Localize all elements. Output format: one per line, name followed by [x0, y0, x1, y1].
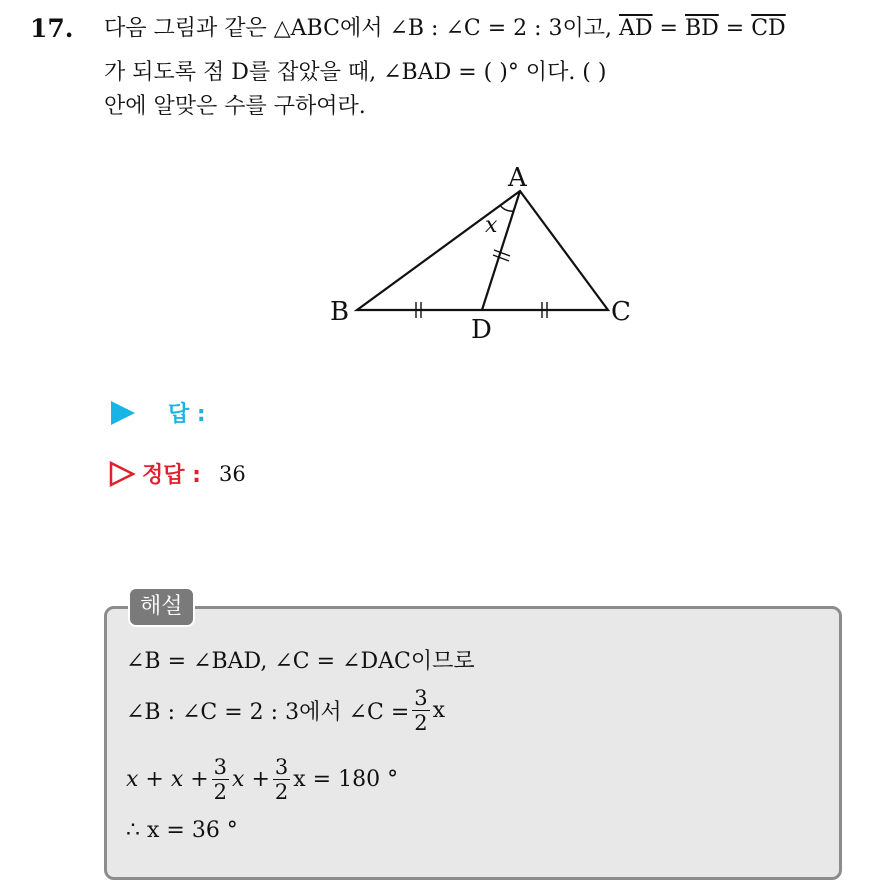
- solution-line-3: [126, 755, 398, 804]
- solution-line-3-text-a: x + x +: [126, 767, 209, 792]
- solution-line-2-text: ∠B : ∠C = 2 : 3에서 ∠C =: [126, 700, 410, 725]
- equals-1: =: [652, 16, 685, 41]
- segment-cd: $\overline{CD}$: [751, 16, 786, 41]
- question-text-1: 다음 그림과 같은 △ABC에서 ∠B : ∠C = 2 : 3이고,: [104, 16, 620, 41]
- correct-answer-value: 36: [218, 461, 246, 486]
- question-line-2: 가 되도록 점 D를 잡았을 때, ∠BAD = ( )° 이다. ( ): [104, 60, 607, 85]
- outline-triangle-icon: [108, 460, 136, 488]
- vertex-d-label: D: [471, 315, 492, 345]
- segment-ad-line: [482, 191, 520, 310]
- solution-line-1: ∠B = ∠BAD, ∠C = ∠DAC이므로: [126, 649, 475, 674]
- segment-bd: $\overline{BD}$: [684, 16, 719, 41]
- fraction-numerator: 3: [414, 686, 428, 710]
- solution-line-3-text-c: x = 180 °: [293, 767, 399, 792]
- segment-ad: $\overline{AD}$: [619, 16, 653, 41]
- solution-line-2-var: x: [432, 698, 446, 723]
- vertex-b-label: B: [330, 297, 350, 327]
- fraction-numerator-2: 3: [274, 755, 289, 779]
- question-number: 17.: [30, 14, 74, 43]
- triangle-figure: [320, 160, 640, 350]
- angle-x-label: x: [485, 213, 498, 238]
- triangle-diagram: [320, 160, 640, 350]
- question-line-3: 안에 알맞은 수를 구하여라.: [104, 94, 366, 119]
- triangle-abc: [357, 191, 608, 310]
- fraction-numerator-1: 3: [213, 755, 228, 779]
- question-line-1: [104, 14, 786, 44]
- filled-triangle-icon: [108, 399, 136, 427]
- solution-line-2: [126, 686, 445, 735]
- fraction-denominator-1: 2: [213, 780, 228, 804]
- correct-answer-row: [108, 458, 246, 489]
- equals-2: =: [718, 16, 752, 41]
- vertex-a-label: A: [508, 163, 527, 193]
- solution-tag: 해설: [128, 587, 195, 627]
- answer-label: 답 :: [168, 402, 206, 427]
- fraction-three-halves-1: [212, 755, 229, 804]
- solution-line-3-text-b: x +: [232, 767, 270, 792]
- fraction-three-halves: [412, 686, 429, 735]
- tick-ad-2: [493, 255, 509, 261]
- fraction-denominator: 2: [414, 711, 428, 735]
- solution-line-4: ∴ x = 36 °: [126, 818, 238, 843]
- fraction-denominator-2: 2: [274, 780, 289, 804]
- fraction-three-halves-2: [273, 755, 290, 804]
- answer-row: [108, 397, 206, 428]
- vertex-c-label: C: [611, 297, 631, 327]
- angle-arc: [500, 206, 514, 212]
- correct-answer-label: 정답 :: [142, 463, 201, 488]
